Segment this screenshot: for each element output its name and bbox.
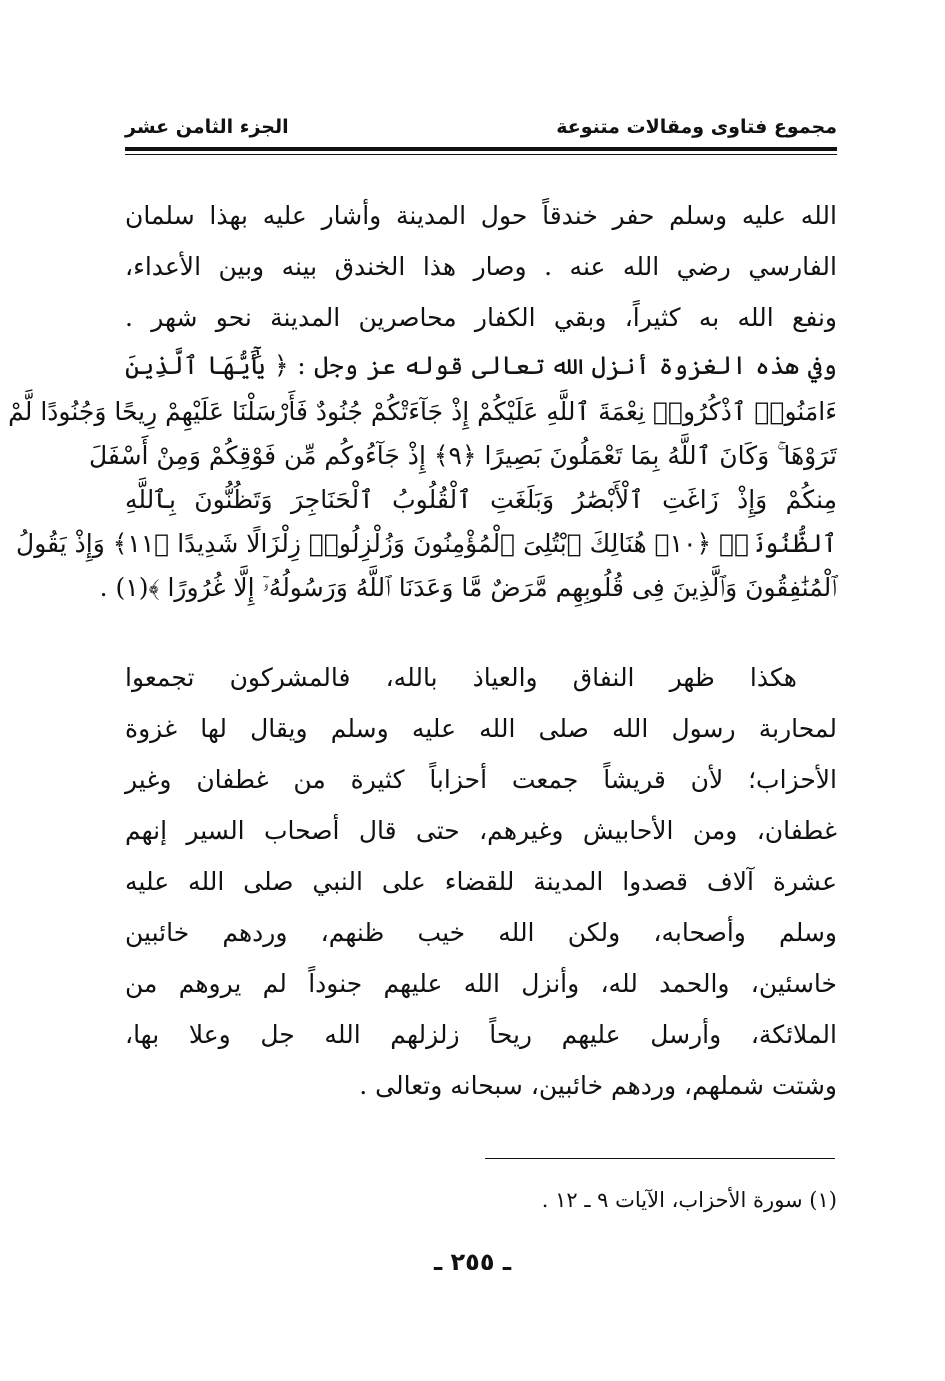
quran-line: تَرَوْهَا ۚ وَكَانَ ٱللَّهُ بِمَا تَعْمَلُونَ بَصِيرًا ﴿٩﴾ إِذْ جَآءُوكُم مِّن فَوْقِكُمْ وَمِنْ أَسْفَلَ [88, 441, 837, 470]
text-line: الفارسي رضي الله عنه . وصار هذا الخندق بينه وبين الأعداء، [125, 252, 837, 281]
text-line: لمحاربة رسول الله صلى الله عليه وسلم ويقال لها غزوة [125, 714, 837, 743]
paragraph-1 [125, 190, 837, 389]
page-number: ـ ٢٥٥ ـ [433, 1248, 512, 1276]
text-line: الله عليه وسلم حفر خندقاً حول المدينة وأشار عليه بهذا سلمان [125, 201, 837, 230]
text-line: الأحزاب؛ لأن قريشاً جمعت أحزاباً كثيرة من غطفان وغير [125, 765, 837, 794]
text-line: هكذا ظهر النفاق والعياذ بالله، فالمشركون تجمعوا [125, 663, 797, 692]
quran-line: ٱلْمُنَٰفِقُونَ وَٱلَّذِينَ فِى قُلُوبِهِم مَّرَضٌ مَّا وَعَدَنَا ٱللَّهُ وَرَسُولُهُۥٓ إِلَّا غُرُورًا ﴾(١) . [99, 573, 837, 602]
footnote: (١) سورة الأحزاب، الآيات ٩ ـ ١٢ . [541, 1188, 837, 1212]
text-line: عشرة آلاف قصدوا المدينة للقضاء على النبي صلى الله عليه [125, 867, 837, 896]
quran-line: ٱلظُّنُونَا۠ ﴿١٠﴾ هُنَالِكَ ٱبْتُلِىَ ٱلْمُؤْمِنُونَ وَزُلْزِلُوا۟ زِلْزَالًا شَدِيدًا ﴿١١﴾ وَإِذْ يَقُولُ [16, 529, 837, 558]
text-line: خاسئين، والحمد لله، وأنزل الله عليهم جنوداً لم يروهم من [125, 969, 837, 998]
quran-line: مِنكُمْ وَإِذْ زَاغَتِ ٱلْأَبْصَٰرُ وَبَلَغَتِ ٱلْقُلُوبُ ٱلْحَنَاجِرَ وَتَظُنُّونَ بِٱللَّهِ [125, 485, 837, 514]
text-line: ونفع الله به كثيراً، وبقي الكفار محاصرين المدينة نحو شهر . [125, 303, 837, 332]
quran-verses [8, 390, 837, 610]
quran-line: ءَامَنُوا۟ ٱذْكُرُوا۟ نِعْمَةَ ٱللَّهِ عَلَيْكُمْ إِذْ جَآءَتْكُمْ جُنُودٌ فَأَرْسَلْنَا عَلَيْهِمْ رِيحًا وَجُنُودًا لَّمْ [8, 397, 837, 426]
running-header [125, 112, 837, 142]
text-line: غطفان، ومن الأحابيش وغيرهم، حتى قال أصحاب السير إنهم [125, 816, 837, 845]
header-rule-thin [125, 154, 837, 155]
footnote-separator [485, 1158, 835, 1159]
text-line: وفي هذه الغزوة أنزل الله تعالى قوله عز وجل : ﴿ يَٰٓأَيُّهَا ٱلَّذِينَ [125, 351, 837, 380]
header-rule-thick [125, 147, 837, 151]
volume-label: الجزء الثامن عشر [125, 116, 289, 138]
book-title: مجموع فتاوى ومقالات متنوعة [556, 116, 837, 138]
paragraph-2 [125, 652, 837, 1111]
text-line: وشتت شملهم، وردهم خائبين، سبحانه وتعالى . [359, 1071, 837, 1100]
text-line: وسلم وأصحابه، ولكن الله خيب ظنهم، وردهم خائبين [125, 918, 837, 947]
text-line: الملائكة، وأرسل عليهم ريحاً زلزلهم الله جل وعلا بها، [125, 1020, 837, 1049]
